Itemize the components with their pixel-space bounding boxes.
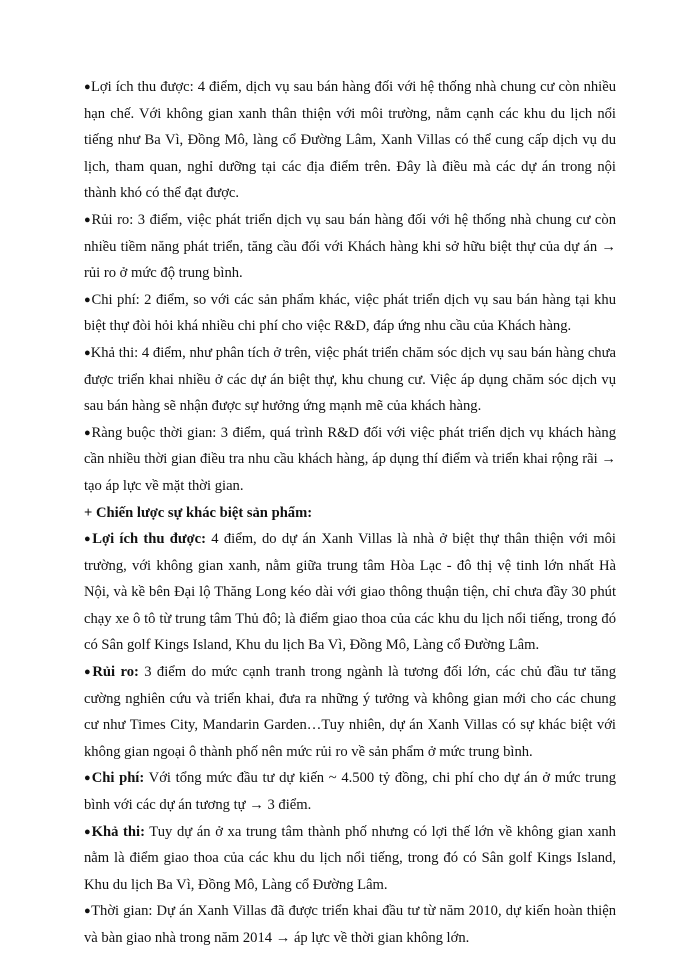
paragraph-text: Thời gian: Dự án Xanh Villas đã được triển khai đầu tư từ năm 2010, dự kiến hoàn thiện và bàn giao nhà trong năm 2014 → áp lực về thời gian không lớn.	[84, 903, 616, 946]
paragraph-text: 3 điểm do mức cạnh tranh trong ngành là tương đối lớn, các chủ đầu tư tăng cường nghiên cứu và triển khai, đưa ra những ý tưởng và không gian mới cho các chung cư như Times City, Mandarin Garden…Tuy nhiên, dự án Xanh Villas có sự khác biệt với không gian ngoại ô thành phố nên mức rủi ro về sản phẩm ở mức trung bình.	[84, 664, 616, 760]
paragraph-feasibility-product	[84, 819, 616, 899]
paragraph-cost-service	[84, 287, 616, 340]
paragraph-benefit-product	[84, 526, 616, 659]
paragraph-cost-product	[84, 765, 616, 818]
document-page	[84, 74, 616, 952]
paragraph-time-service	[84, 420, 616, 500]
bullet-icon: ●	[84, 825, 92, 838]
bullet-icon: ●	[84, 346, 91, 359]
bullet-icon: ●	[84, 426, 92, 439]
paragraph-text: Khả thi: 4 điểm, như phân tích ở trên, việc phát triển chăm sóc dịch vụ sau bán hàng chưa được triển khai nhiều ở các dự án biệt thự, khu chung cư. Việc áp dụng chăm sóc dịch vụ sau bán hàng sẽ nhận được sự hưởng ứng mạnh mẽ của khách hàng.	[84, 344, 616, 415]
paragraph-lead: Rủi ro:	[92, 664, 139, 681]
paragraph-risk-product	[84, 659, 616, 765]
bullet-icon: ●	[84, 666, 93, 679]
bullet-icon: ●	[84, 772, 92, 785]
paragraph-text: 4 điểm, do dự án Xanh Villas là nhà ở biệt thự thân thiện với môi trường, với không gian xanh, nằm giữa trung tâm Hòa Lạc - đô thị vệ tinh lớn nhất Hà Nội, và kề bên Đại lộ Thăng Long kéo dài với giao thông thuận tiện, chỉ chưa đầy 30 phút chạy xe ô tô từ trung tâm Thủ đô; là điểm giao thoa của các khu du lịch nổi tiếng, trong đó có Sân golf Kings Island, Khu du lịch Ba Vì, Đồng Mô, Làng cổ Đường Lâm.	[84, 531, 616, 654]
bullet-icon: ●	[84, 81, 92, 93]
section-heading: + Chiến lược sự khác biệt sản phẩm:	[84, 504, 313, 521]
bullet-icon: ●	[84, 293, 92, 306]
paragraph-time-product	[84, 898, 616, 951]
paragraph-risk-service	[84, 207, 616, 287]
paragraph-benefit-service	[84, 74, 616, 207]
bullet-icon: ●	[84, 533, 93, 546]
paragraph-lead: Lợi ích thu được:	[92, 531, 207, 548]
paragraph-text: Với tổng mức đầu tư dự kiến ~ 4.500 tỷ đồng, chi phí cho dự án ở mức trung bình với các dự án tương tự → 3 điểm.	[84, 770, 616, 814]
paragraph-text: Tuy dự án ở xa trung tâm thành phố nhưng có lợi thế lớn về không gian xanh nằm là điểm giao thoa của các khu du lịch nổi tiếng, trong đó có Sân golf Kings Island, Khu du lịch Ba Vì, Đồng Mô, Làng cổ Đường Lâm.	[84, 823, 616, 893]
paragraph-lead: Chi phí:	[91, 770, 145, 787]
bullet-icon: ●	[84, 213, 92, 226]
paragraph-text: Lợi ích thu được: 4 điểm, dịch vụ sau bán hàng đối với hệ thống nhà chung cư còn nhiều hạn chế. Với không gian xanh thân thiện với môi trường, nằm cạnh các khu du lịch nổi tiếng như Ba Vì, Đồng Mô, làng cổ Đường Lâm, Xanh Villas có thể cung cấp dịch vụ du lịch, tham quan, nghỉ dưỡng tại các địa điểm trên. Đây là điều mà các dự án trong nội thành khó có thể đạt được.	[84, 79, 616, 202]
paragraph-text: Ràng buộc thời gian: 3 điểm, quá trình R&D đối với việc phát triển dịch vụ khách hàng cần nhiều thời gian điều tra nhu cầu khách hàng, áp dụng thí điểm và triển khai rộng rãi → tạo áp lực về mặt thời gian.	[84, 424, 616, 494]
paragraph-feasibility-service	[84, 340, 616, 420]
paragraph-lead: Khả thi:	[91, 823, 145, 840]
paragraph-text: Chi phí: 2 điểm, so với các sản phẩm khác, việc phát triển dịch vụ sau bán hàng tại khu biệt thự đòi hỏi khá nhiều chi phí cho việc R&D, đáp ứng nhu cầu của Khách hàng.	[84, 291, 616, 335]
paragraph-text: Rủi ro: 3 điểm, việc phát triển dịch vụ sau bán hàng đối với hệ thống nhà chung cư còn nhiều tiềm năng phát triển, tăng cầu đối với Khách hàng khi sở hữu biệt thự của dự án → rủi ro ở mức độ trung bình.	[84, 211, 616, 282]
bullet-icon: ●	[84, 905, 92, 918]
